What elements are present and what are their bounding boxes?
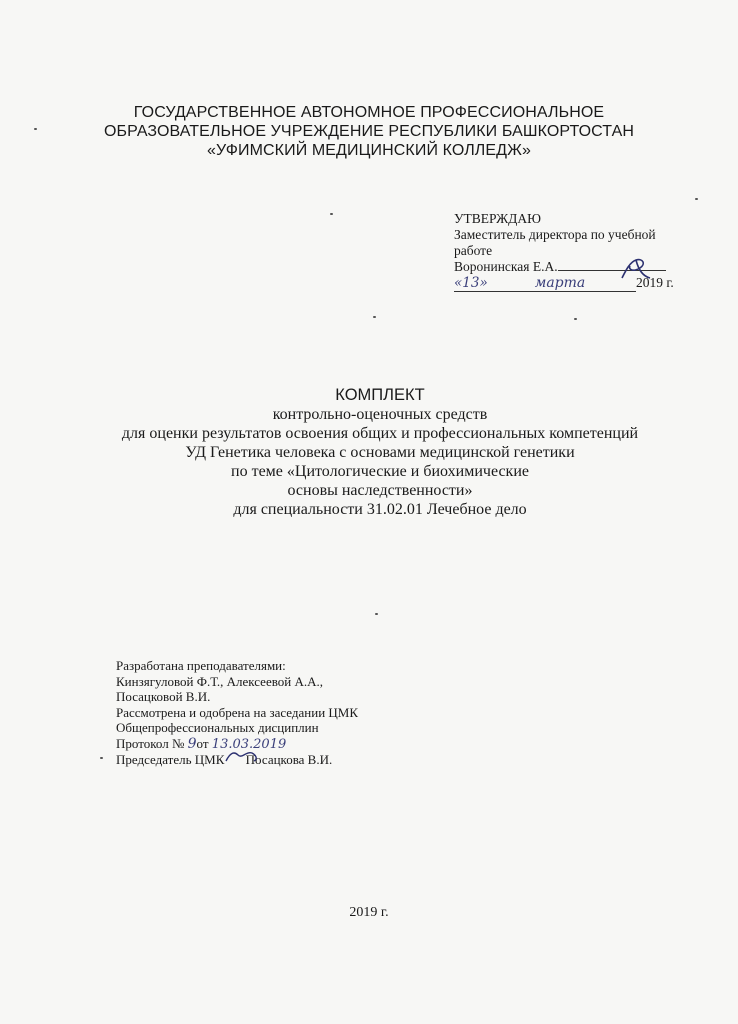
dev-line-5: Общепрофессиональных дисциплин (116, 720, 319, 735)
approval-day: «13» (454, 275, 488, 291)
dev-line-3: Посацковой В.И. (116, 689, 211, 704)
dev-line-2: Кинзягуловой Ф.Т., Алексеевой А.А., (116, 673, 324, 689)
dev-line-1: Разработана преподавателями: (116, 658, 286, 673)
header-line-1: ГОСУДАРСТВЕННОЕ АВТОНОМНОЕ ПРОФЕССИОНАЛЬНОЕ (133, 104, 605, 121)
protocol-number: 9 (187, 735, 197, 752)
approval-signature-line (454, 259, 704, 275)
title-line-5: основы наследственности» (287, 482, 473, 499)
approval-month: марта (484, 275, 636, 292)
signature-mark (616, 256, 656, 284)
scan-speck (34, 128, 37, 130)
scan-speck (695, 198, 698, 200)
scan-speck (375, 613, 378, 615)
approval-year: 2019 г. (636, 275, 674, 290)
approval-name: Воронинская Е.А. (454, 259, 558, 274)
footer-year: 2019 г. (349, 905, 389, 920)
document-title-block (100, 386, 660, 519)
approval-position-2: работе (454, 243, 493, 258)
header-line-3: «УФИМСКИЙ МЕДИЦИНСКИЙ КОЛЛЕДЖ» (207, 142, 531, 159)
scan-speck (330, 213, 333, 215)
chair-line (116, 752, 436, 768)
title-line-4: по теме «Цитологические и биохимические (231, 463, 529, 480)
approval-date-line (454, 275, 704, 292)
title-line-2: для оценки результатов освоения общих и профессиональных компетенций (121, 425, 639, 442)
protocol-label: Протокол № (116, 735, 185, 751)
header-line-2: ОБРАЗОВАТЕЛЬНОЕ УЧРЕЖДЕНИЕ РЕСПУБЛИКИ БАШКОРТОСТАН (103, 123, 635, 140)
document-title: КОМПЛЕКТ (335, 386, 425, 404)
developers-block (116, 658, 436, 768)
chair-label: Председатель ЦМК (116, 752, 225, 767)
chair-signature-mark (224, 747, 260, 765)
signature-underline (558, 270, 666, 271)
approval-position-1: Заместитель директора по учебной (454, 227, 656, 242)
scan-speck (373, 316, 376, 318)
title-line-1: контрольно-оценочных средств (272, 406, 488, 423)
title-line-6: для специальности 31.02.01 Лечебное дело (233, 501, 527, 518)
dev-line-4: Рассмотрена и одобрена на заседании ЦМК (116, 704, 359, 720)
protocol-from: от (196, 735, 209, 751)
approval-block (454, 211, 704, 292)
chair-name: Посацкова В.И. (245, 752, 333, 767)
institution-header (40, 103, 698, 160)
scan-speck (100, 757, 103, 759)
approval-heading: УТВЕРЖДАЮ (454, 211, 542, 226)
protocol-line (116, 736, 436, 753)
approval-day-value: 13 (462, 275, 480, 291)
protocol-date: 13.03.2019 (211, 736, 287, 752)
scan-speck (574, 318, 577, 320)
title-line-3: УД Генетика человека с основами медицинской генетики (185, 444, 575, 461)
